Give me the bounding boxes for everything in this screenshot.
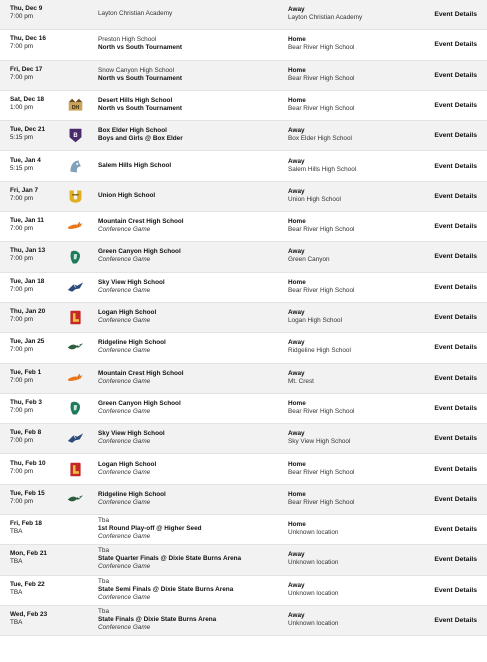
mustang-logo-icon (67, 218, 84, 235)
opponent-cell (98, 461, 283, 477)
venue-name: Box Elder High School (288, 135, 352, 143)
location-cell (288, 67, 418, 83)
event-details-link[interactable]: Event Details (434, 101, 477, 109)
opponent-name: Green Canyon High School (98, 248, 181, 256)
location-cell (288, 97, 418, 113)
event-details-link[interactable]: Event Details (434, 465, 477, 473)
opponent-name: Ridgeline High School (98, 490, 166, 498)
green-canyon-logo-icon (67, 249, 84, 266)
table-row (0, 394, 487, 424)
venue-name: Ridgeline High School (288, 347, 351, 355)
event-subtitle: Conference Game (98, 377, 151, 385)
event-prefix: Tba (98, 517, 110, 525)
home-away-label: Home (288, 278, 306, 286)
table-row (0, 121, 487, 151)
table-row (0, 364, 487, 394)
event-subtitle: Conference Game (98, 498, 151, 506)
opponent-cell (98, 127, 283, 143)
home-away-label: Away (288, 551, 305, 559)
game-date: Thu, Feb 3 (10, 398, 42, 406)
location-cell (288, 430, 418, 446)
game-date: Sat, Dec 18 (10, 95, 45, 103)
venue-name: Mt. Crest (288, 377, 314, 385)
date-cell (10, 66, 90, 82)
event-details-link[interactable]: Event Details (434, 344, 477, 352)
table-row (0, 91, 487, 121)
game-date: Thu, Dec 16 (10, 35, 46, 43)
green-canyon-logo-icon (67, 400, 84, 417)
game-time: 7:00 pm (10, 497, 34, 505)
desert-hills-logo-icon (67, 97, 84, 114)
table-row (0, 182, 487, 212)
location-cell (288, 551, 418, 567)
event-details-link[interactable]: Event Details (434, 435, 477, 443)
mustang-logo-icon (67, 370, 84, 387)
location-cell (288, 400, 418, 416)
opponent-cell (98, 218, 283, 234)
home-away-label: Away (288, 187, 305, 195)
opponent-cell (98, 430, 283, 446)
venue-name: Bear River High School (288, 498, 355, 506)
opponent-cell (98, 517, 283, 541)
table-row (0, 455, 487, 485)
event-subtitle: Conference Game (98, 533, 151, 541)
opponent-cell (98, 67, 283, 83)
home-away-label: Home (288, 490, 306, 498)
ridgeline-logo-icon (67, 491, 84, 508)
table-row (0, 576, 487, 606)
venue-name: Bear River High School (288, 74, 355, 82)
opponent-name: Logan High School (98, 460, 157, 468)
home-away-label: Away (288, 6, 305, 13)
table-row (0, 303, 487, 333)
location-cell (288, 248, 418, 264)
opponent-cell (98, 97, 283, 113)
game-time: 7:00 pm (10, 406, 34, 414)
event-prefix: Snow Canyon High School (98, 66, 175, 74)
opponent-cell (98, 192, 283, 200)
game-time: 7:00 pm (10, 43, 34, 51)
union-logo-icon (67, 188, 84, 205)
game-date: Tue, Jan 18 (10, 277, 45, 285)
table-row (0, 152, 487, 182)
location-cell (288, 309, 418, 325)
event-subtitle: Conference Game (98, 317, 151, 324)
game-time: 5:15 pm (10, 164, 34, 172)
opponent-name: Salem Hills High School (98, 161, 172, 169)
location-cell (288, 279, 418, 295)
event-subtitle: Conference Game (98, 256, 151, 264)
event-prefix: Tba (98, 608, 110, 615)
home-away-label: Away (288, 309, 305, 316)
game-time: 7:00 pm (10, 13, 34, 20)
location-cell (288, 188, 418, 204)
event-details-link[interactable]: Event Details (434, 192, 477, 200)
venue-name: Bear River High School (288, 44, 355, 52)
venue-name: Salem Hills High School (288, 165, 357, 173)
home-away-label: Away (288, 430, 305, 438)
game-date: Tue, Jan 25 (10, 338, 45, 346)
home-away-label: Home (288, 521, 306, 529)
salem-hills-logo-icon (67, 158, 84, 175)
opponent-name: Mountain Crest High School (98, 218, 184, 226)
game-time: 7:00 pm (10, 194, 34, 202)
opponent-cell (98, 608, 283, 632)
date-cell (10, 611, 90, 627)
date-cell (10, 520, 90, 536)
table-row (0, 273, 487, 303)
opponent-name: Layton Christian Academy (98, 10, 173, 17)
opponent-cell (98, 491, 283, 507)
home-away-label: Away (288, 581, 305, 589)
location-cell (288, 127, 418, 143)
opponent-name: Union High School (98, 191, 156, 199)
event-details-link[interactable]: Event Details (434, 404, 477, 412)
game-time: 7:00 pm (10, 467, 34, 475)
home-away-label: Home (288, 399, 306, 407)
event-details-link[interactable]: Event Details (434, 11, 477, 18)
game-date: Thu, Dec 9 (10, 5, 43, 12)
table-row (0, 30, 487, 60)
game-date: Tue, Feb 1 (10, 368, 42, 376)
event-subtitle: Conference Game (98, 286, 151, 294)
venue-name: Unknown location (288, 559, 339, 567)
opponent-name: Green Canyon High School (98, 399, 181, 407)
event-details-link[interactable]: Event Details (434, 283, 477, 291)
table-row (0, 333, 487, 363)
opponent-cell (98, 370, 283, 386)
venue-name: Bear River High School (288, 104, 355, 112)
venue-name: Unknown location (288, 529, 339, 537)
table-row (0, 0, 487, 30)
opponent-name: 1st Round Play-off @ Higher Seed (98, 525, 202, 533)
location-cell (288, 461, 418, 477)
home-away-label: Home (288, 96, 306, 104)
venue-name: Bear River High School (288, 407, 355, 415)
box-elder-logo-icon (67, 127, 84, 144)
home-away-label: Away (288, 157, 305, 165)
game-date: Tue, Jan 11 (10, 217, 44, 225)
table-row (0, 212, 487, 242)
opponent-name: Ridgeline High School (98, 339, 166, 347)
venue-name: Unknown location (288, 589, 339, 597)
location-cell (288, 370, 418, 386)
event-details-link[interactable]: Event Details (434, 556, 477, 564)
opponent-name: State Semi Finals @ Dixie State Burns Arena (98, 585, 234, 593)
event-subtitle: Conference Game (98, 468, 151, 476)
event-details-link[interactable]: Event Details (434, 223, 477, 231)
event-prefix: Tba (98, 547, 110, 555)
game-time: TBA (10, 619, 23, 626)
location-cell (288, 582, 418, 598)
location-cell (288, 6, 418, 22)
location-cell (288, 36, 418, 52)
opponent-name: Sky View High School (98, 278, 165, 286)
table-row (0, 61, 487, 91)
game-time: 7:00 pm (10, 437, 34, 445)
table-row (0, 242, 487, 272)
event-details-link[interactable]: Event Details (434, 617, 477, 624)
opponent-cell (98, 279, 283, 295)
location-cell (288, 521, 418, 537)
opponent-cell (98, 339, 283, 355)
table-row (0, 606, 487, 636)
game-time: 7:00 pm (10, 73, 34, 81)
game-date: Thu, Jan 13 (10, 247, 46, 255)
event-details-link[interactable]: Event Details (434, 132, 477, 140)
venue-name: Bear River High School (288, 468, 355, 476)
game-time: 7:00 pm (10, 316, 34, 323)
game-time: TBA (10, 528, 23, 536)
ridgeline-logo-icon (67, 339, 84, 356)
date-cell (10, 550, 90, 566)
venue-name: Bear River High School (288, 226, 355, 234)
location-cell (288, 612, 418, 628)
location-cell (288, 491, 418, 507)
game-date: Fri, Jan 7 (10, 186, 39, 194)
home-away-label: Home (288, 460, 306, 468)
opponent-cell (98, 578, 283, 602)
game-time: 5:15 pm (10, 134, 34, 142)
event-prefix: Tba (98, 577, 110, 585)
opponent-cell (98, 248, 283, 264)
location-cell (288, 339, 418, 355)
date-cell (10, 5, 90, 21)
table-row (0, 485, 487, 515)
opponent-name: Mountain Crest High School (98, 369, 184, 377)
game-date: Fri, Dec 17 (10, 65, 43, 73)
home-away-label: Away (288, 369, 305, 377)
game-time: 7:00 pm (10, 225, 34, 233)
event-subtitle: Conference Game (98, 438, 151, 446)
event-details-link[interactable]: Event Details (434, 586, 477, 594)
opponent-name: Desert Hills High School (98, 96, 173, 104)
game-date: Mon, Feb 21 (10, 550, 47, 558)
event-subtitle: Conference Game (98, 624, 151, 631)
venue-name: Sky View High School (288, 438, 351, 446)
event-details-link[interactable]: Event Details (434, 253, 477, 261)
event-subtitle: Conference Game (98, 563, 151, 571)
venue-name: Union High School (288, 195, 341, 203)
game-date: Tue, Feb 8 (10, 429, 42, 437)
sky-view-logo-icon (67, 279, 84, 296)
event-subtitle: North vs South Tournament (98, 104, 183, 112)
venue-name: Layton Christian Academy (288, 14, 363, 21)
opponent-name: North vs South Tournament (98, 44, 183, 52)
event-details-link[interactable]: Event Details (434, 526, 477, 534)
date-cell (10, 35, 90, 51)
opponent-name: Logan High School (98, 309, 157, 316)
event-details-link[interactable]: Event Details (434, 314, 477, 321)
game-date: Tue, Dec 21 (10, 126, 46, 134)
game-time: 7:00 pm (10, 376, 34, 384)
home-away-label: Away (288, 127, 305, 135)
game-time: 1:00 pm (10, 103, 34, 111)
venue-name: Unknown location (288, 620, 339, 627)
venue-name: Bear River High School (288, 286, 355, 294)
logan-logo-icon (67, 461, 84, 478)
date-cell (10, 581, 90, 597)
table-row (0, 424, 487, 454)
svg-text:DH: DH (71, 104, 80, 111)
game-date: Thu, Jan 20 (10, 308, 46, 315)
home-away-label: Away (288, 339, 305, 347)
game-time: 7:00 pm (10, 346, 34, 354)
home-away-label: Away (288, 248, 305, 256)
opponent-cell (98, 162, 283, 170)
location-cell (288, 158, 418, 174)
event-subtitle: Conference Game (98, 347, 151, 355)
game-date: Tue, Jan 4 (10, 156, 41, 164)
svg-text:B: B (73, 133, 78, 140)
opponent-cell (98, 36, 283, 52)
opponent-name: Sky View High School (98, 430, 165, 438)
opponent-name: North vs South Tournament (98, 74, 183, 82)
event-subtitle: Conference Game (98, 407, 151, 415)
game-time: TBA (10, 588, 23, 596)
home-away-label: Away (288, 612, 305, 619)
game-date: Tue, Feb 15 (10, 489, 45, 497)
opponent-cell (98, 10, 283, 18)
game-time: 7:00 pm (10, 255, 34, 263)
game-time: TBA (10, 558, 23, 566)
game-date: Fri, Feb 18 (10, 520, 42, 528)
table-row (0, 545, 487, 575)
game-date: Tue, Feb 22 (10, 580, 45, 588)
game-date: Wed, Feb 23 (10, 611, 48, 618)
opponent-name: State Finals @ Dixie State Burns Arena (98, 616, 217, 623)
location-cell (288, 218, 418, 234)
event-details-link[interactable]: Event Details (434, 162, 477, 170)
event-prefix: Preston High School (98, 36, 157, 44)
event-subtitle: Conference Game (98, 226, 151, 234)
sky-view-logo-icon (67, 430, 84, 447)
event-subtitle: Conference Game (98, 593, 151, 601)
home-away-label: Home (288, 36, 306, 44)
event-details-link[interactable]: Event Details (434, 495, 477, 503)
event-details-link[interactable]: Event Details (434, 71, 477, 79)
venue-name: Green Canyon (288, 256, 330, 264)
home-away-label: Home (288, 218, 306, 226)
opponent-name: State Quarter Finals @ Dixie State Burns Arena (98, 555, 242, 563)
home-away-label: Home (288, 66, 306, 74)
opponent-cell (98, 400, 283, 416)
event-details-link[interactable]: Event Details (434, 41, 477, 49)
opponent-cell (98, 547, 283, 571)
logan-logo-icon (67, 309, 84, 326)
event-details-link[interactable]: Event Details (434, 374, 477, 382)
event-subtitle: Boys and Girls @ Box Elder (98, 135, 183, 143)
venue-name: Logan High School (288, 317, 343, 324)
opponent-name: Box Elder High School (98, 127, 167, 135)
game-date: Thu, Feb 10 (10, 459, 46, 467)
table-row (0, 515, 487, 545)
game-time: 7:00 pm (10, 285, 34, 293)
opponent-cell (98, 309, 283, 325)
